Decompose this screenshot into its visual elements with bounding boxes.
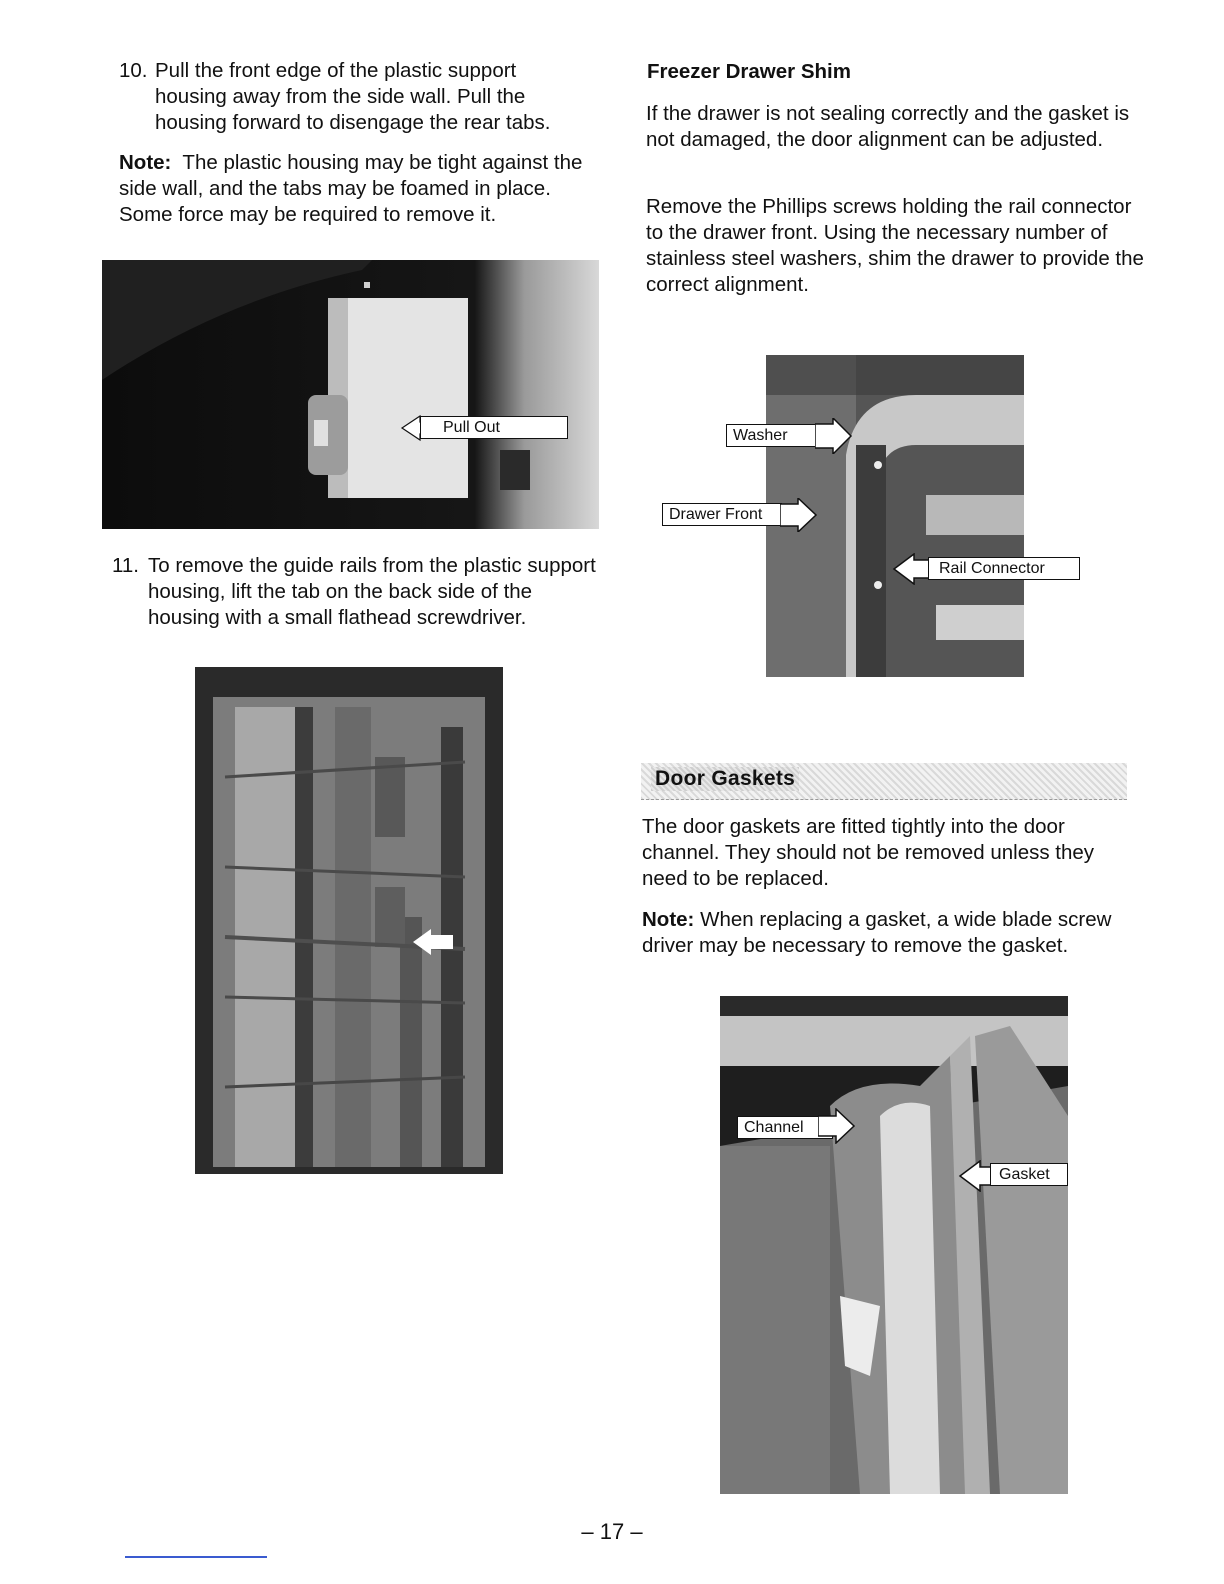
arrow-drawer-front [780, 498, 818, 532]
shim-paragraph-2: Remove the Phillips screws holding the rail connector to the drawer front. Using the necessary number of stainless steel washers, shim the drawer to provide the correct alignment. [646, 195, 1144, 296]
photo-support-housing-image [102, 260, 599, 529]
photo-door-gasket [720, 996, 1068, 1494]
note-gasket-replacement [642, 907, 1112, 959]
arrow-washer [815, 418, 853, 454]
callout-channel: Channel [737, 1116, 833, 1139]
shim-paragraph-1: If the drawer is not sealing correctly and the gasket is not damaged, the door alignment can be adjusted. [646, 102, 1130, 151]
gaskets-paragraph: The door gaskets are fitted tightly into the door channel. They should not be removed unless they need to be replaced. [642, 815, 1095, 890]
bottom-rule [125, 1556, 267, 1558]
photo-guide-rails [195, 667, 503, 1174]
callout-gasket: Gasket [990, 1163, 1068, 1186]
note-label: Note: [642, 908, 695, 931]
note-label: Note: [119, 151, 172, 174]
note-text: The plastic housing may be tight against the side wall, and the tabs may be foamed in place. Some force may be required to remove it. [119, 151, 583, 226]
page-number: – 17 – [581, 1519, 643, 1544]
photo-support-housing [102, 260, 599, 529]
callout-rail-connector: Rail Connector [928, 557, 1080, 580]
photo-door-gasket-image [720, 996, 1068, 1494]
photo-guide-rails-image [195, 667, 503, 1174]
callout-pull-out: Pull Out [420, 416, 568, 439]
callout-drawer-front: Drawer Front [662, 503, 782, 526]
note-text: When replacing a gasket, a wide blade screw driver may be necessary to remove the gasket. [642, 908, 1112, 957]
callout-washer: Washer [726, 424, 818, 447]
step-number: 10. [119, 59, 148, 82]
heading-freezer-drawer-shim: Freezer Drawer Shim [647, 60, 851, 83]
step-text: To remove the guide rails from the plastic support housing, lift the tab on the back side of the housing with a small flathead screwdriver. [148, 554, 596, 629]
heading-door-gaskets: Door Gaskets [651, 767, 799, 791]
arrow-channel [818, 1108, 856, 1144]
step-text: Pull the front edge of the plastic support housing away from the side wall. Pull the housing forward to disengage the rear tabs. [155, 59, 551, 134]
note-plastic-housing [119, 150, 594, 228]
section-heading-band [641, 763, 1127, 800]
step-number: 11. [112, 554, 139, 577]
